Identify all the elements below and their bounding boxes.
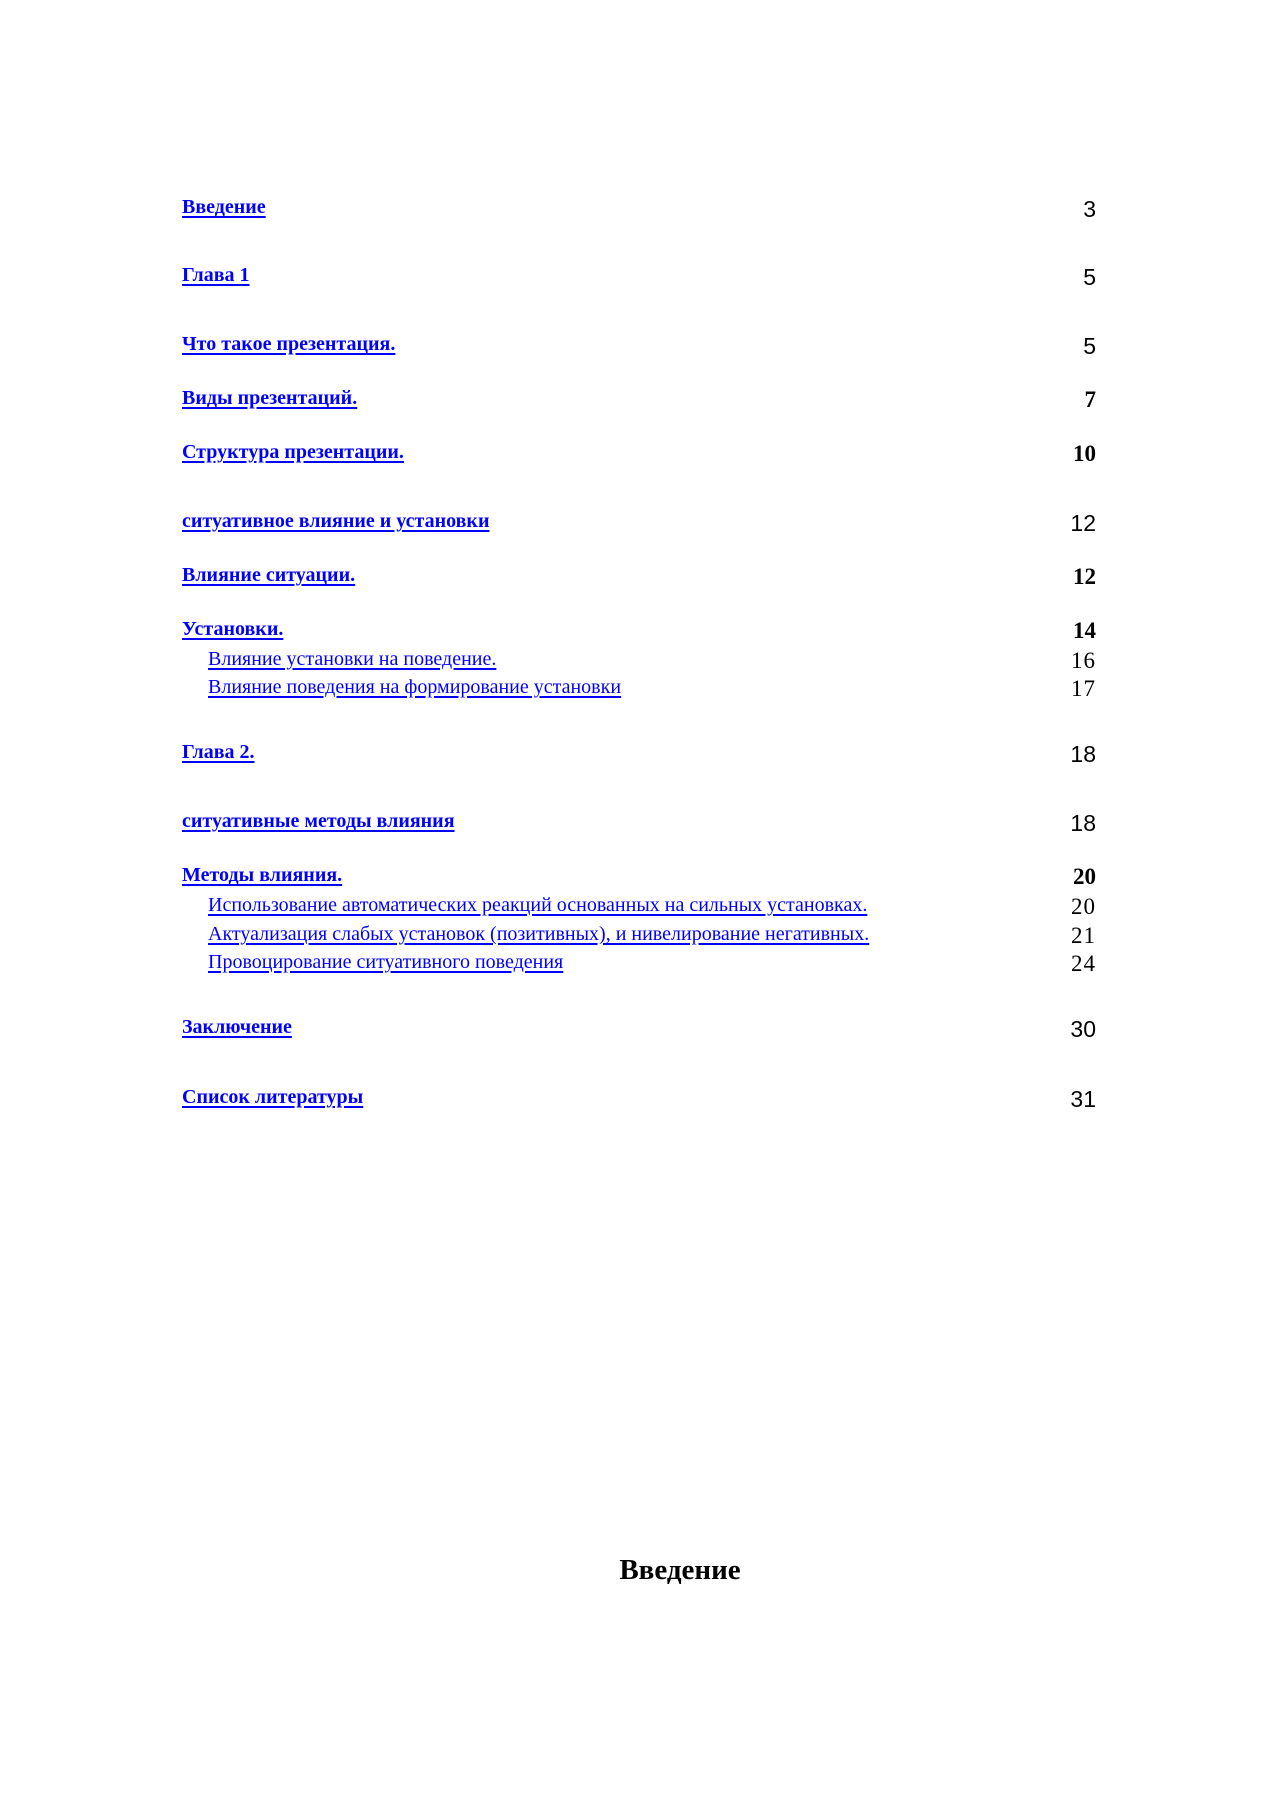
toc-link-attitudes[interactable]: Установки. [182, 618, 284, 640]
toc-link-influence-methods[interactable]: Методы влияния. [182, 864, 343, 886]
toc-page-number: 5 [1083, 333, 1096, 359]
toc-link-situation-influence[interactable]: Влияние ситуации. [182, 564, 356, 586]
toc-page-number: 7 [1084, 387, 1096, 412]
toc-link-chapter-1[interactable]: Глава 1 [182, 264, 250, 286]
toc-link-automatic-reactions[interactable]: Использование автоматических реакций основанных на сильных установках. [208, 894, 868, 916]
toc-link-chapter-2[interactable]: Глава 2. [182, 741, 255, 763]
toc-page-number: 12 [1070, 510, 1096, 536]
toc-link-behavior-on-attitude[interactable]: Влияние поведения на формирование установки [208, 676, 622, 698]
toc-page-number: 31 [1070, 1086, 1096, 1112]
toc-link-presentation-types[interactable]: Виды презентаций. [182, 387, 358, 409]
toc-page-number: 17 [1071, 676, 1096, 701]
toc-link-bibliography[interactable]: Список литературы [182, 1086, 364, 1108]
toc-link-situational-influence[interactable]: ситуативное влияние и установки [182, 510, 490, 532]
toc-page-number: 18 [1070, 741, 1096, 767]
toc-page-number: 24 [1071, 951, 1096, 976]
toc-link-provoking-behavior[interactable]: Провоцирование ситуативного поведения [208, 951, 564, 973]
toc-page-number: 20 [1071, 894, 1096, 919]
toc-page-number: 16 [1071, 648, 1096, 673]
toc-link-introduction[interactable]: Введение [182, 196, 266, 218]
toc-page-number: 10 [1073, 441, 1096, 466]
toc-page-number: 5 [1083, 264, 1096, 290]
toc-page-number: 3 [1083, 196, 1096, 222]
toc-page-number: 18 [1070, 810, 1096, 836]
toc-page-number: 21 [1071, 923, 1096, 948]
toc-link-conclusion[interactable]: Заключение [182, 1016, 292, 1038]
toc-page-number: 30 [1070, 1016, 1096, 1042]
toc-page-number: 12 [1073, 564, 1096, 589]
toc-link-weak-attitudes[interactable]: Актуализация слабых установок (позитивных), и нивелирование негативных. [208, 923, 870, 945]
toc-link-situational-methods[interactable]: ситуативные методы влияния [182, 810, 455, 832]
section-heading-introduction: Введение [619, 1554, 741, 1586]
toc-page-number: 20 [1073, 864, 1096, 889]
toc-link-attitude-on-behavior[interactable]: Влияние установки на поведение. [208, 648, 497, 670]
toc-link-what-is-presentation[interactable]: Что такое презентация. [182, 333, 396, 355]
toc-page-number: 14 [1073, 618, 1096, 643]
toc-link-presentation-structure[interactable]: Структура презентации. [182, 441, 404, 463]
